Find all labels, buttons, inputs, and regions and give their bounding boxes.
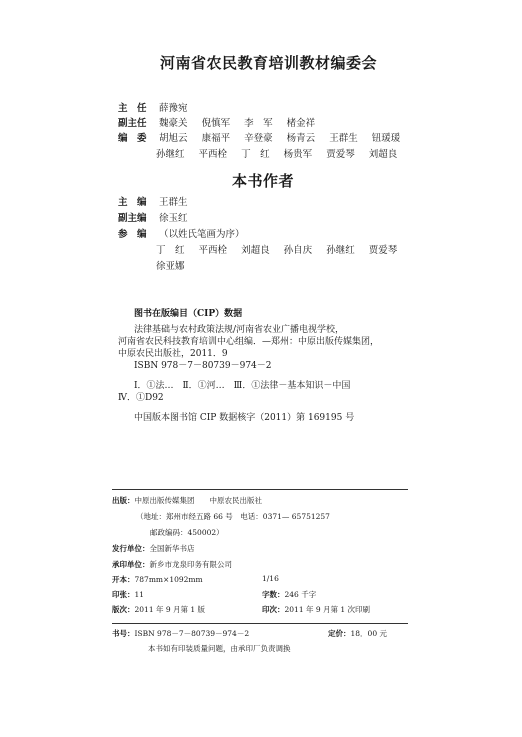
person-name: 胡旭云	[159, 133, 188, 144]
words-value: 246 千字	[284, 590, 317, 599]
publisher-label: 出版：	[112, 496, 135, 505]
members-names-line2	[156, 149, 408, 160]
person-name: 钮瑗瑗	[371, 133, 401, 144]
publisher-postcode: 邮政编码：450002）	[150, 528, 224, 537]
members-label: 编 委	[118, 133, 147, 144]
vice-editor-row	[118, 210, 188, 224]
contributors-names-row-1	[156, 242, 408, 256]
vice-director-label: 副主任	[118, 118, 147, 129]
sheets-value: 11	[134, 590, 145, 599]
price-value: 18．00 元	[350, 629, 387, 638]
person-name: 楮金祥	[286, 118, 316, 129]
cip-classification-2: Ⅳ．①D92	[118, 393, 164, 403]
chief-editor-name: 王群生	[159, 197, 188, 208]
footer-isbn-value: ISBN 978－7－80739－974－2	[134, 629, 250, 638]
cip-line-2: 河南省农民科技教育培训中心组编．—郑州：中原出版传媒集团，	[118, 337, 380, 347]
person-name: 李 军	[244, 118, 273, 129]
committee-members-row-1	[118, 130, 411, 144]
contributors-label: 参 编	[118, 229, 147, 240]
person-name: 王群生	[329, 133, 358, 144]
cip-line-1: 法律基础与农村政策法规/河南省农业广播电视学校，	[134, 325, 345, 335]
committee-vice-director-row	[118, 115, 326, 129]
chief-editor-row	[118, 194, 188, 208]
committee-title: 河南省农民教育培训教材编委会	[160, 54, 378, 72]
authors-title: 本书作者	[232, 172, 295, 190]
words-row	[262, 589, 316, 600]
words-label: 字数：	[262, 590, 285, 599]
format-label: 开本：	[112, 575, 135, 584]
format-row	[112, 574, 203, 585]
footer-isbn-label: 书号：	[112, 629, 135, 638]
person-name: 魏豪关	[159, 118, 188, 129]
cip-core-data: 中国版本图书馆 CIP 数据核字（2011）第 169195 号	[134, 413, 355, 423]
colophon-top-rule	[112, 489, 408, 490]
cip-classification-1: Ⅰ．①法… Ⅱ．①河… Ⅲ．①法律－基本知识－中国	[134, 381, 351, 391]
publisher-row	[112, 495, 262, 506]
director-label: 主 任	[118, 103, 147, 114]
person-name: 平西栓	[198, 245, 228, 256]
cip-heading: 图书在版编目（CIP）数据	[134, 309, 243, 319]
cip-line-3: 中原农民出版社，2011．9	[118, 349, 228, 359]
person-name: 徐亚娜	[156, 261, 185, 272]
vice-director-names	[159, 118, 326, 129]
contributors-names-row-2	[156, 258, 185, 272]
printer-label: 承印单位：	[112, 560, 150, 569]
printing-value: 2011 年 9 月第 1 次印刷	[284, 605, 371, 614]
printer-value: 新乡市龙泉印务有限公司	[149, 560, 232, 569]
footer-top-rule	[112, 623, 408, 624]
printer-row	[112, 559, 232, 570]
format-value: 787mm×1092mm	[134, 575, 203, 584]
committee-director-row	[118, 100, 199, 114]
person-name: 杨贵军	[283, 149, 313, 160]
vice-editor-label: 副主编	[118, 213, 147, 224]
person-name: 刘超良	[368, 149, 398, 160]
distributor-row	[112, 543, 195, 554]
footer-isbn-row	[112, 628, 249, 639]
edition-label: 版次：	[112, 605, 135, 614]
person-name: 平西栓	[198, 149, 228, 160]
price-label: 定价：	[328, 629, 351, 638]
edition-row	[112, 604, 205, 615]
person-name: 孙继红	[156, 149, 185, 160]
person-name: 刘超良	[241, 245, 270, 256]
person-name: 杨青云	[286, 133, 316, 144]
sheets-row	[112, 589, 144, 600]
person-name: 贾爱琴	[326, 149, 355, 160]
cip-isbn: ISBN 978－7－80739－974－2	[134, 361, 272, 371]
committee-members-row-2	[156, 146, 408, 160]
price-row	[328, 628, 387, 639]
printing-row	[262, 604, 370, 615]
person-name: 丁 红	[241, 149, 270, 160]
edition-value: 2011 年 9 月第 1 版	[134, 605, 206, 614]
publisher-value: 中原出版传媒集团 中原农民出版社	[134, 496, 262, 505]
sheets-label: 印张：	[112, 590, 135, 599]
printing-label: 印次：	[262, 605, 285, 614]
person-name: 贾爱琴	[368, 245, 398, 256]
person-name: 丁 红	[156, 245, 185, 256]
publisher-address: （地址：郑州市经五路 66 号 电话：0371— 65751257	[136, 512, 330, 521]
distributor-value: 全国新华书店	[149, 544, 195, 553]
quality-notice: 本书如有印装质量问题，由承印厂负责调换	[148, 644, 291, 653]
person-name: 孙继红	[326, 245, 355, 256]
person-name: 薛豫宛	[159, 103, 188, 114]
person-name: 倪慎军	[201, 118, 231, 129]
person-name: 康福平	[201, 133, 231, 144]
person-name: 孙自庆	[283, 245, 313, 256]
distributor-label: 发行单位：	[112, 544, 150, 553]
contributors-note: （以姓氏笔画为序）	[159, 229, 245, 240]
contributors-names-line1	[156, 245, 408, 256]
person-name: 辛登豪	[244, 133, 273, 144]
contributors-row	[118, 226, 245, 240]
vice-editor-name: 徐玉红	[159, 213, 188, 224]
format-size: 1/16	[262, 574, 279, 583]
members-names-line1	[159, 133, 411, 144]
director-names	[159, 103, 199, 114]
chief-editor-label: 主 编	[118, 197, 147, 208]
